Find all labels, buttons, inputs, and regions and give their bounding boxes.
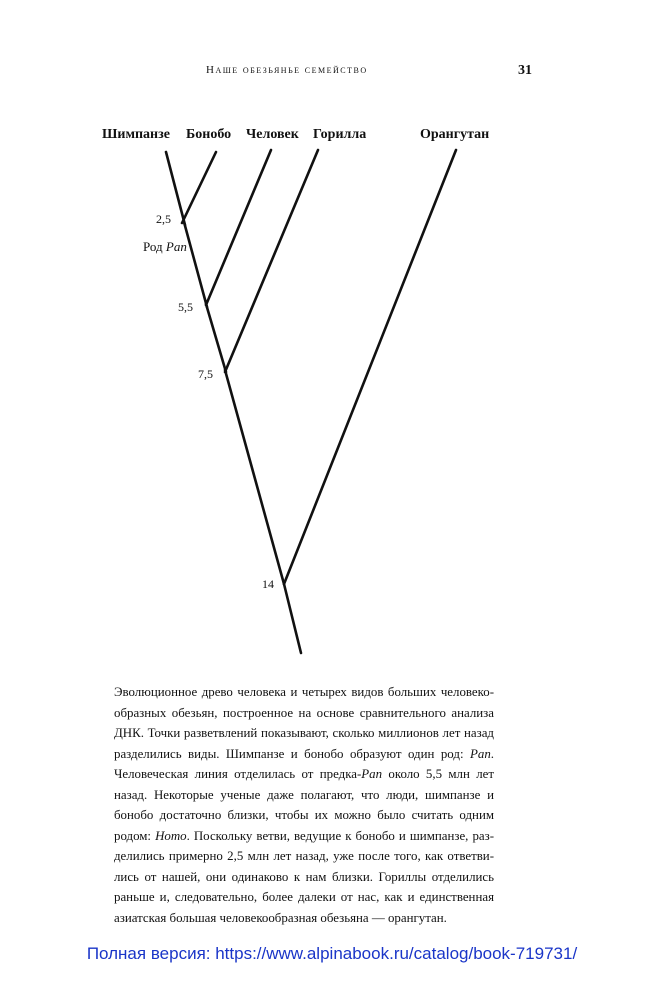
node-label-5-5: 5,5 — [178, 300, 193, 314]
caption-italic-homo: Homo — [155, 828, 187, 843]
caption-text-4: . Поскольку ветви, ведущие к бонобо и шимпанзе, разделились примерно 2,5 млн лет назад, уже после того, как ответвились от нашей, они одинаково к нам близки. Гориллы отделились раньше и, следовательно, более далеки от нас, как и единственная азиатская большая человекообразная обезьяна — орангутан. — [114, 828, 495, 925]
caption-text-3: около 5,5 млн лет назад. Некоторые ученые даже полагают, что люди, шимпанзе и бонобо достаточно близки, чтобы их можно было считать одним родом: — [114, 767, 494, 843]
species-label-human: Человек — [246, 127, 299, 142]
branch-african-apes-stem — [225, 370, 284, 584]
node-label-2-5: 2,5 — [156, 212, 171, 226]
genus-label — [143, 239, 187, 254]
branch-gorilla — [225, 150, 318, 372]
full-version-link[interactable]: Полная версия: https://www.alpinabook.ru/catalog/book-719731/ — [86, 944, 578, 963]
branch-pan-stem — [184, 222, 207, 307]
figure-caption — [114, 682, 494, 928]
species-label-bonobo: Бонобо — [186, 127, 232, 142]
caption-italic-pan-1: Pan — [470, 746, 491, 761]
branch-human — [206, 150, 271, 305]
caption-text-2: . Человеческая линия отделилась от предка- — [114, 746, 494, 781]
caption-italic-pan-2: Pan — [361, 767, 383, 781]
species-label-gorilla: Горилла — [313, 127, 367, 142]
page-number: 31 — [518, 63, 532, 78]
species-label-orangutan: Орангутан — [420, 127, 490, 142]
node-label-7-5: 7,5 — [198, 367, 213, 381]
branch-orangutan — [284, 150, 456, 584]
branch-homininae-stem — [206, 304, 226, 372]
caption-text-1: Эволюционное древо человека и четырех видов больших человекообразных обезьян, построенное на основе сравнительного анализа ДНК. Точки разветвлений показывают, сколько миллионов лет назад разделились виды. Шимпанзе и бонобо образуют один род: — [114, 685, 494, 761]
genus-prefix: Род — [143, 239, 163, 254]
running-head: Наше обезьянье семейство — [206, 64, 368, 76]
species-label-chimpanzee: Шимпанзе — [102, 127, 170, 142]
branch-root — [284, 584, 301, 653]
node-label-14: 14 — [262, 577, 274, 591]
genus-name: Pan — [165, 239, 187, 254]
branch-bonobo — [182, 152, 216, 223]
